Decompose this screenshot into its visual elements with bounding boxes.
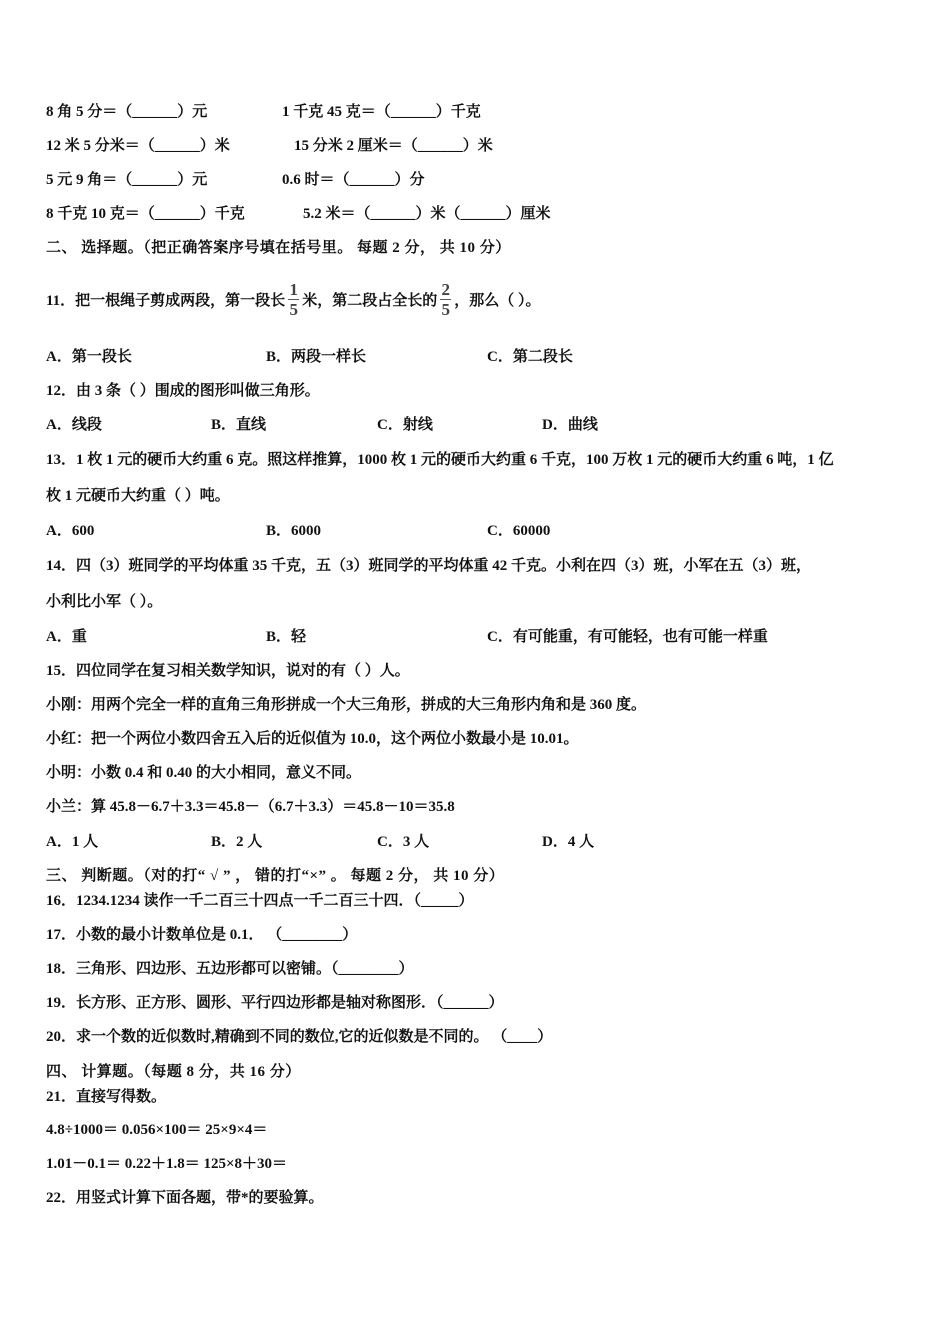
question-13-line-2: 枚 1 元硬币大约重（ ）吨。 [46,488,230,504]
fraction-denominator: 5 [289,300,298,319]
question-20: 20．求一个数的近似数时,精确到不同的数位,它的近似数是不同的。 （____） [46,1029,553,1045]
option-a: A．第一段长 [46,349,132,365]
option-b: B．2 人 [211,834,263,850]
fraction-two-fifths [440,280,451,319]
q15-statement-xiaoming: 小明：小数 0.4 和 0.40 的大小相同，意义不同。 [46,765,362,781]
section-title-judgment: 三、 判断题。（对的打“ √ ” ， 错的打“×” 。 每题 2 分， 共 10 分） [46,868,505,884]
question-18: 18．三角形、四边形、五边形都可以密铺。（________） [46,961,414,977]
option-a: A．600 [46,523,95,539]
option-d: D．曲线 [542,417,598,433]
question-17: 17．小数的最小计数单位是 0.1． （________） [46,927,358,943]
conversion-item: 0.6 时＝（______）分 [282,172,425,188]
q21-row-1: 4.8÷1000＝ 0.056×100＝ 25×9×4＝ [46,1122,268,1138]
section-title-calculation: 四、 计算题。（每题 8 分，共 16 分） [46,1064,301,1080]
question-16: 16．1234.1234 读作一千二百三十四点一千二百三十四．（_____） [46,893,474,909]
q15-statement-xiaohong: 小红：把一个两位小数四舍五入后的近似值为 10.0，这个两位小数最小是 10.01。 [46,731,579,747]
fraction-denominator: 5 [441,300,450,319]
conversion-item: 15 分米 2 厘米＝（______）米 [294,138,493,154]
option-c: C．第二段长 [487,349,573,365]
fraction-numerator: 2 [441,280,450,299]
conversion-item: 5.2 米＝（______）米（______）厘米 [303,206,551,222]
option-a: A．线段 [46,417,102,433]
conversion-item: 12 米 5 分米＝（______）米 [46,138,230,154]
section-title-choice: 二、 选择题。（把正确答案序号填在括号里。 每题 2 分， 共 10 分） [46,240,511,256]
question-11 [46,282,540,321]
option-b: B．直线 [211,417,267,433]
option-a: A．重 [46,629,87,645]
question-15: 15．四位同学在复习相关数学知识，说对的有（ ）人。 [46,663,410,679]
q11-text-1: 11．把一根绳子剪成两段，第一段长 [46,292,286,309]
conversion-item: 5 元 9 角＝（______）元 [46,172,208,188]
conversion-item: 1 千克 45 克＝（______）千克 [282,104,481,120]
fraction-one-fifth [288,280,299,319]
option-b: B．轻 [266,629,307,645]
option-b: B．6000 [266,523,322,539]
option-c: C．有可能重，有可能轻，也有可能一样重 [487,629,768,645]
option-c: C．60000 [487,523,551,539]
q11-text-3: ，那么（ ）。 [454,292,541,309]
question-19: 19．长方形、正方形、圆形、平行四边形都是轴对称图形．（______） [46,995,504,1011]
question-14-line-2: 小利比小军（ ）。 [46,594,163,610]
fraction-numerator: 1 [289,280,298,299]
conversion-item: 8 角 5 分＝（______）元 [46,104,208,120]
question-21: 21．直接写得数。 [46,1089,167,1105]
q15-statement-xiaogang: 小刚：用两个完全一样的直角三角形拼成一个大三角形，拼成的大三角形内角和是 360 度。 [46,697,647,713]
option-b: B．两段一样长 [266,349,367,365]
question-22: 22．用竖式计算下面各题，带*的要验算。 [46,1190,324,1206]
question-13-line-1: 13．1 枚 1 元的硬币大约重 6 克。照这样推算，1000 枚 1 元的硬币大约重 6 千克，100 万枚 1 元的硬币大约重 6 吨，1 亿 [46,452,834,468]
q21-row-2: 1.01－0.1＝ 0.22＋1.8＝ 125×8＋30＝ [46,1156,288,1172]
option-a: A．1 人 [46,834,99,850]
option-d: D．4 人 [542,834,595,850]
option-c: C．射线 [377,417,433,433]
q15-statement-xiaolan: 小兰：算 45.8－6.7＋3.3＝45.8－（6.7＋3.3）＝45.8－10＝35.8 [46,799,455,815]
q11-text-2: 米，第二段占全长的 [302,292,438,309]
question-12: 12．由 3 条（ ）围成的图形叫做三角形。 [46,383,320,399]
conversion-item: 8 千克 10 克＝（______）千克 [46,206,245,222]
option-c: C．3 人 [377,834,430,850]
question-14-line-1: 14．四（3）班同学的平均体重 35 千克，五（3）班同学的平均体重 42 千克。小利在四（3）班，小军在五（3）班， [46,558,812,574]
